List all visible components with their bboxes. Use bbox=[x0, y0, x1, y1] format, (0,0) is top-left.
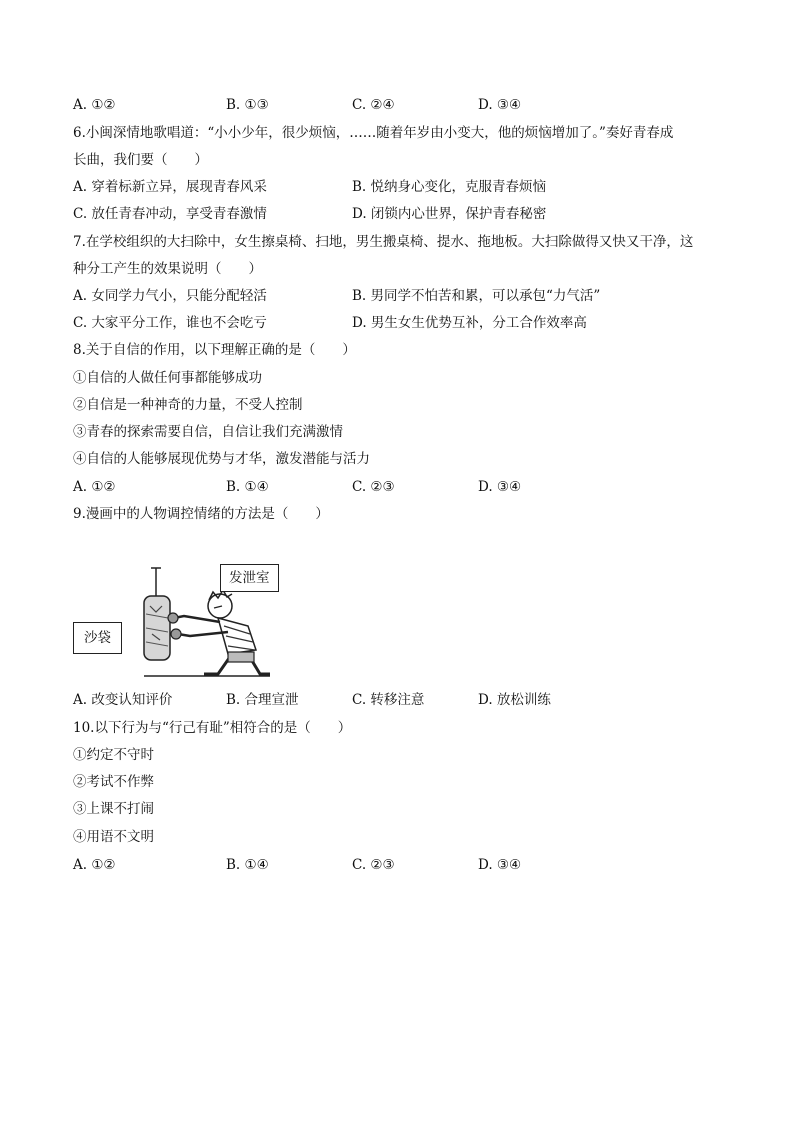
q8-stem: 8.关于自信的作用，以下理解正确的是（ ） bbox=[73, 342, 356, 358]
q10-stem: 10.以下行为与“行己有耻”相符合的是（ ） bbox=[73, 720, 352, 736]
q10-statement-1: ①约定不守时 bbox=[73, 747, 154, 763]
q8-option-a: A. ①② bbox=[73, 479, 116, 495]
q7-option-d: D. 男生女生优势互补，分工合作效率高 bbox=[352, 315, 587, 331]
venting-cartoon bbox=[72, 556, 292, 684]
q5-option-c: C. ②④ bbox=[352, 97, 395, 113]
q7-option-a: A. 女同学力气小，只能分配轻活 bbox=[73, 288, 267, 304]
q10-statement-3: ③上课不打闹 bbox=[73, 801, 154, 817]
q8-statement-1: ①自信的人做任何事都能够成功 bbox=[73, 370, 262, 386]
q8-option-c: C. ②③ bbox=[352, 479, 395, 495]
q8-statement-2: ②自信是一种神奇的力量，不受人控制 bbox=[73, 397, 303, 413]
q7-stem-line2: 种分工产生的效果说明（ ） bbox=[73, 261, 262, 277]
q6-option-c: C. 放任青春冲动，享受青春激情 bbox=[73, 206, 267, 222]
q8-option-d: D. ③④ bbox=[478, 479, 522, 495]
q8-option-b: B. ①④ bbox=[226, 479, 269, 495]
q5-option-d: D. ③④ bbox=[478, 97, 522, 113]
sandbag-label: 沙袋 bbox=[73, 622, 122, 654]
vent-room-label: 发泄室 bbox=[220, 564, 279, 592]
q6-stem-line2: 长曲，我们要（ ） bbox=[73, 152, 208, 168]
q9-stem: 9.漫画中的人物调控情绪的方法是（ ） bbox=[73, 506, 329, 522]
q5-option-a: A. ①② bbox=[73, 97, 116, 113]
q7-option-c: C. 大家平分工作，谁也不会吃亏 bbox=[73, 315, 267, 331]
q9-option-d: D. 放松训练 bbox=[478, 692, 551, 708]
q7-option-b: B. 男同学不怕苦和累，可以承包“力气活” bbox=[352, 288, 601, 304]
q6-option-a: A. 穿着标新立异，展现青春风采 bbox=[73, 179, 267, 195]
q10-option-d: D. ③④ bbox=[478, 857, 522, 873]
q6-option-d: D. 闭锁内心世界，保护青春秘密 bbox=[352, 206, 547, 222]
q10-option-c: C. ②③ bbox=[352, 857, 395, 873]
q8-statement-3: ③青春的探索需要自信，自信让我们充满激情 bbox=[73, 424, 343, 440]
q10-statement-2: ②考试不作弊 bbox=[73, 774, 154, 790]
q10-option-a: A. ①② bbox=[73, 857, 116, 873]
q6-option-b: B. 悦纳身心变化，克服青春烦恼 bbox=[352, 179, 547, 195]
q8-statement-4: ④自信的人能够展现优势与才华，激发潜能与活力 bbox=[73, 451, 370, 467]
q9-option-c: C. 转移注意 bbox=[352, 692, 425, 708]
q9-option-a: A. 改变认知评价 bbox=[73, 692, 173, 708]
q6-stem-line1: 6.小闽深情地歌唱道：“小小少年，很少烦恼，……随着年岁由小变大，他的烦恼增加了。”奏好青春成 bbox=[73, 125, 674, 141]
q9-option-b: B. 合理宣泄 bbox=[226, 692, 299, 708]
q10-statement-4: ④用语不文明 bbox=[73, 829, 154, 845]
q5-option-b: B. ①③ bbox=[226, 97, 269, 113]
q10-option-b: B. ①④ bbox=[226, 857, 269, 873]
q7-stem-line1: 7.在学校组织的大扫除中，女生擦桌椅、扫地，男生搬桌椅、提水、拖地板。大扫除做得又快又干净，这 bbox=[73, 234, 694, 250]
